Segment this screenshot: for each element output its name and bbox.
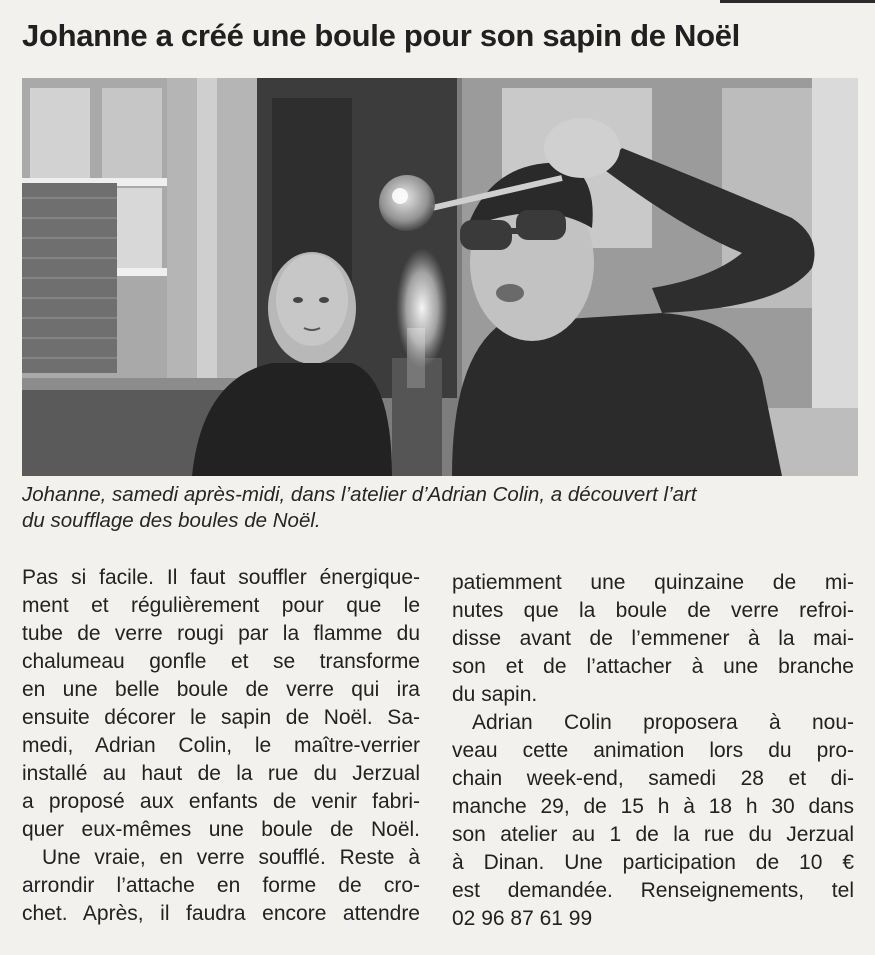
body-line: ment et régulièrement pour que le: [22, 594, 420, 617]
article-column-left: [22, 564, 420, 928]
body-line: manche 29, de 15 h à 18 h 30 dans: [452, 795, 854, 818]
caption-line: du soufflage des boules de Noël.: [22, 509, 321, 532]
article-photo: [22, 78, 858, 476]
body-line: du sapin.: [452, 683, 538, 706]
body-line: 02 96 87 61 99: [452, 907, 593, 930]
body-line: tube de verre rougi par la flamme du: [22, 622, 420, 645]
body-line: Adrian Colin proposera à nou-: [472, 711, 854, 734]
body-line: chet. Après, il faudra encore attendre: [22, 902, 420, 925]
top-rule: [720, 0, 875, 3]
article-headline: Johanne a créé une boule pour son sapin de Noël: [22, 18, 740, 53]
body-line: arrondir l’attache en forme de cro-: [22, 874, 420, 897]
body-line: à Dinan. Une participation de 10 €: [452, 851, 854, 874]
body-line: veau cette animation lors du pro-: [452, 739, 854, 762]
body-line: Une vraie, en verre soufflé. Reste à: [42, 846, 420, 869]
body-line: est demandée. Renseignements, tel: [452, 879, 854, 902]
body-line: disse avant de l’emmener à la mai-: [452, 627, 854, 650]
body-line: en une belle boule de verre qui ira: [22, 678, 420, 701]
body-line: installé au haut de la rue du Jerzual: [22, 762, 420, 785]
body-line: Pas si facile. Il faut souffler énergique-: [22, 566, 420, 589]
caption-line: Johanne, samedi après-midi, dans l’atelier d’Adrian Colin, a découvert l’art: [22, 483, 697, 506]
body-line: patiemment une quinzaine de mi-: [452, 571, 854, 594]
article-column-right: [452, 569, 854, 933]
body-line: chalumeau gonfle et se transforme: [22, 650, 420, 673]
body-line: nutes que la boule de verre refroi-: [452, 599, 854, 622]
body-line: medi, Adrian Colin, le maître-verrier: [22, 734, 420, 757]
body-line: ensuite décorer le sapin de Noël. Sa-: [22, 706, 420, 729]
body-line: quer eux-mêmes une boule de Noël.: [22, 818, 420, 841]
photo-glassblower-workshop: [22, 78, 858, 476]
body-line: son atelier au 1 de la rue du Jerzual: [452, 823, 854, 846]
body-line: chain week-end, samedi 28 et di-: [452, 767, 854, 790]
body-line: son et de l’attacher à une branche: [452, 655, 854, 678]
body-line: a proposé aux enfants de venir fabri-: [22, 790, 420, 813]
photo-caption: [22, 482, 862, 534]
